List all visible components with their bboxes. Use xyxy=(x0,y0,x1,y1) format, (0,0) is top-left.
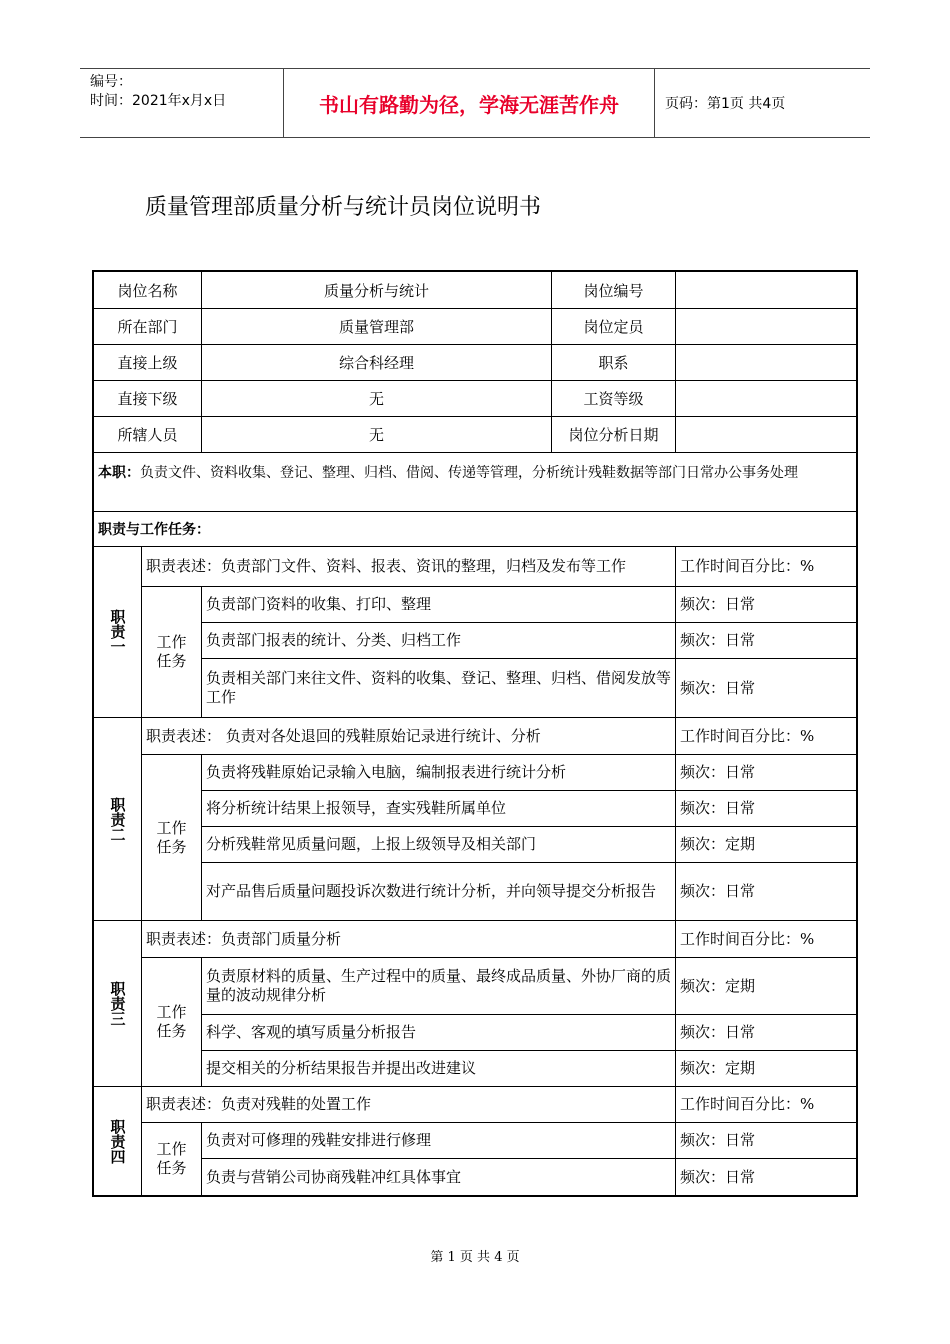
info-value-analysis-date xyxy=(676,417,856,453)
duty-description: 职责表述：负责对残鞋的处置工作 xyxy=(142,1087,676,1123)
info-key-job-family: 职系 xyxy=(552,345,676,381)
duty-label-cell xyxy=(94,921,142,1087)
info-key-headcount: 岗位定员 xyxy=(552,309,676,345)
info-key-supervisor: 直接上级 xyxy=(94,345,202,381)
task-frequency: 频次：日常 xyxy=(676,623,856,659)
task-text: 分析残鞋常见质量问题，上报上级领导及相关部门 xyxy=(202,827,676,863)
document-number-label: 编号： xyxy=(90,74,132,90)
duty-time-percent: 工作时间百分比：% xyxy=(676,546,856,587)
duty-time-percent: 工作时间百分比：% xyxy=(676,921,856,958)
task-text: 负责相关部门来往文件、资料的收集、登记、整理、归档、借阅发放等工作 xyxy=(202,659,676,718)
document-date-label: 时间：2021年x月x日 xyxy=(90,93,227,109)
info-key-post-number: 岗位编号 xyxy=(552,272,676,309)
info-value-department: 质量管理部 xyxy=(202,309,552,345)
task-label: 工作任务 xyxy=(156,818,187,856)
task-frequency: 频次：日常 xyxy=(676,1123,856,1159)
info-value-salary-grade xyxy=(676,381,856,417)
task-label: 工作任务 xyxy=(156,1003,187,1040)
page-header xyxy=(80,68,870,138)
job-description-table xyxy=(92,270,858,1197)
document-title: 质量管理部质量分析与统计员岗位说明书 xyxy=(145,195,542,220)
duty-label: 职责四 xyxy=(108,1118,127,1164)
duty-description: 职责表述： 负责对各处退回的残鞋原始记录进行统计、分析 xyxy=(142,718,676,755)
duty-label: 职责二 xyxy=(108,796,127,842)
info-value-subordinate: 无 xyxy=(202,381,552,417)
info-value-headcount xyxy=(676,309,856,345)
task-text: 负责对可修理的残鞋安排进行修理 xyxy=(202,1123,676,1159)
task-text: 科学、客观的填写质量分析报告 xyxy=(202,1015,676,1051)
duties-header-label: 职责与工作任务： xyxy=(98,522,210,538)
main-duty-label: 本职： xyxy=(98,465,140,481)
duty-time-percent: 工作时间百分比：% xyxy=(676,1087,856,1123)
info-value-supervisor: 综合科经理 xyxy=(202,345,552,381)
divider xyxy=(94,511,856,512)
task-label-cell xyxy=(142,587,202,718)
info-key-analysis-date: 岗位分析日期 xyxy=(552,417,676,453)
task-label: 工作任务 xyxy=(156,633,187,670)
task-frequency: 频次：日常 xyxy=(680,1167,756,1186)
main-duty-text: 负责文件、资料收集、登记、整理、归档、借阅、传递等管理，分析统计残鞋数据等部门日常办公事务处理 xyxy=(140,465,798,481)
info-key-salary-grade: 工资等级 xyxy=(552,381,676,417)
info-key-staff: 所辖人员 xyxy=(94,417,202,453)
task-frequency: 频次：日常 xyxy=(676,791,856,827)
task-frequency: 频次：日常 xyxy=(676,587,856,623)
task-text: 负责原材料的质量、生产过程中的质量、最终成品质量、外协厂商的质量的波动规律分析 xyxy=(202,958,676,1015)
duty-label-cell xyxy=(94,718,142,921)
info-key-department: 所在部门 xyxy=(94,309,202,345)
duty-label-cell xyxy=(94,546,142,718)
main-duty-section xyxy=(94,461,856,511)
task-frequency: 频次：日常 xyxy=(676,1015,856,1051)
task-label: 工作任务 xyxy=(156,1140,187,1177)
task-text: 对产品售后质量问题投诉次数进行统计分析，并向领导提交分析报告 xyxy=(202,863,676,921)
task-frequency: 频次：日常 xyxy=(676,755,856,791)
task-label-cell xyxy=(142,1123,202,1195)
info-key-post-name: 岗位名称 xyxy=(94,272,202,309)
info-key-subordinate: 直接下级 xyxy=(94,381,202,417)
page-footer: 第 1 页 共 4 页 xyxy=(430,1250,520,1265)
duty-label-cell xyxy=(94,1087,142,1195)
task-frequency: 频次：定期 xyxy=(676,1051,856,1087)
task-text: 负责与营销公司协商残鞋冲红具体事宜 xyxy=(202,1159,676,1195)
duty-description: 职责表述：负责部门质量分析 xyxy=(142,921,676,958)
info-value-post-number xyxy=(676,272,856,309)
duty-description: 职责表述：负责部门文件、资料、报表、资讯的整理，归档及发布等工作 xyxy=(142,546,676,587)
task-label-cell xyxy=(142,755,202,921)
task-text: 提交相关的分析结果报告并提出改进建议 xyxy=(202,1051,676,1087)
duty-label: 职责一 xyxy=(108,609,127,654)
header-motto: 书山有路勤为径，学海无涯苦作舟 xyxy=(283,69,655,137)
header-page-info: 页码：第1页 共4页 xyxy=(665,96,786,112)
task-frequency: 频次：日常 xyxy=(676,659,856,718)
duty-time-percent: 工作时间百分比：% xyxy=(676,718,856,755)
info-value-staff: 无 xyxy=(202,417,552,453)
info-value-job-family xyxy=(676,345,856,381)
duty-label: 职责三 xyxy=(108,981,127,1026)
task-text: 负责部门报表的统计、分类、归档工作 xyxy=(202,623,676,659)
info-value-post-name: 质量分析与统计 xyxy=(202,272,552,309)
task-text: 将分析统计结果上报领导，查实残鞋所属单位 xyxy=(202,791,676,827)
task-label-cell xyxy=(142,958,202,1087)
task-frequency: 频次：定期 xyxy=(676,958,856,1015)
task-text: 负责部门资料的收集、打印、整理 xyxy=(202,587,676,623)
task-text: 负责将残鞋原始记录输入电脑，编制报表进行统计分析 xyxy=(202,755,676,791)
duties-section-header xyxy=(94,518,856,548)
task-frequency: 频次：日常 xyxy=(676,863,856,921)
task-frequency: 频次：定期 xyxy=(676,827,856,863)
header-meta xyxy=(80,69,283,137)
